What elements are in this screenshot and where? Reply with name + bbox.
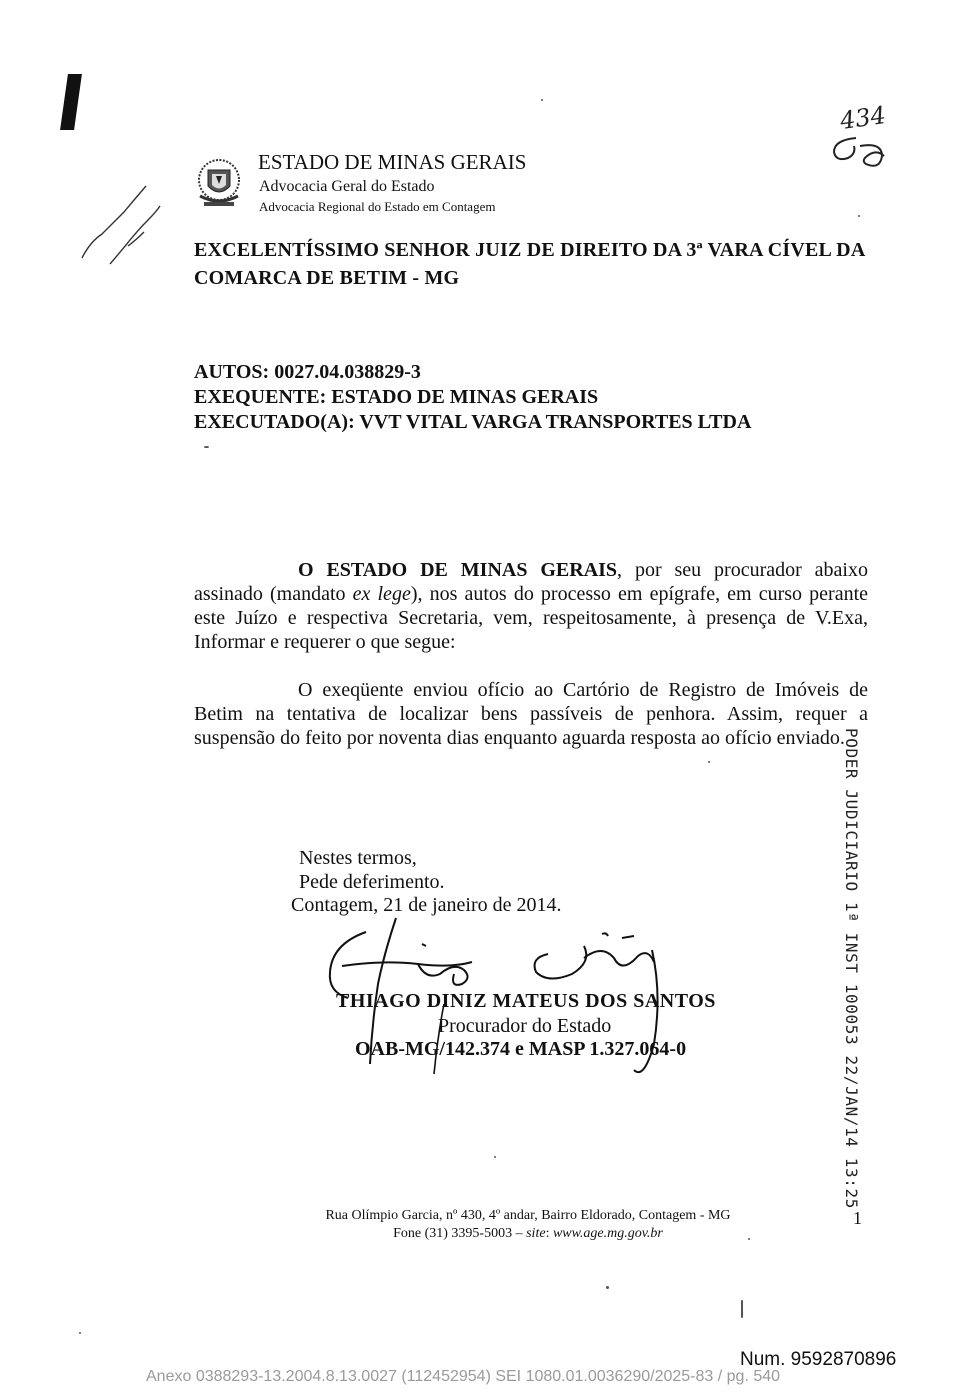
scan-speck xyxy=(708,761,710,763)
scan-speck xyxy=(748,1238,750,1240)
scan-speck xyxy=(204,446,209,448)
scan-speck xyxy=(858,215,860,217)
case-executado: EXECUTADO(A): VVT VITAL VARGA TRANSPORTES LTDA xyxy=(194,411,752,433)
page-number: 1 xyxy=(853,1208,862,1228)
footer-phone: Fone (31) 3395-5003 – xyxy=(393,1226,527,1241)
footer-contact xyxy=(228,1226,828,1242)
closing-line-1: Nestes termos, xyxy=(299,847,417,869)
footer-site-url: www.age.mg.gov.br xyxy=(552,1226,663,1241)
scan-speck xyxy=(79,1332,81,1334)
scan-speck xyxy=(494,1156,496,1158)
header-state: ESTADO DE MINAS GERAIS xyxy=(258,150,527,174)
body-p1-bold: O ESTADO DE MINAS GERAIS xyxy=(298,559,618,581)
footer-site-label: site xyxy=(526,1226,546,1241)
document-number: Num. 9592870896 xyxy=(740,1349,897,1370)
case-exequente: EXEQUENTE: ESTADO DE MINAS GERAIS xyxy=(194,386,599,408)
body-paragraph-1 xyxy=(194,558,868,654)
case-number: AUTOS: 0027.04.038829-3 xyxy=(194,361,421,383)
body-p1-a: , por seu procurador abaixo assinado (mandato xyxy=(194,559,868,605)
footer-address: Rua Olímpio Garcia, nº 430, 4º andar, Bairro Eldorado, Contagem - MG xyxy=(325,1208,731,1223)
closing-line-2: Pede deferimento. xyxy=(299,871,445,893)
closing-date-line: Contagem, 21 de janeiro de 2014. xyxy=(291,894,562,916)
footer-site-separator: : xyxy=(545,1226,553,1241)
signer-registration: OAB-MG/142.374 e MASP 1.327.064-0 xyxy=(355,1038,687,1060)
scan-edge-mark xyxy=(60,74,82,130)
header-regional: Advocacia Regional do Estado em Contagem xyxy=(259,199,496,214)
scan-speck xyxy=(741,1300,743,1318)
signer-title: Procurador do Estado xyxy=(438,1015,612,1037)
protocol-stamp xyxy=(836,728,866,1209)
coat-of-arms-icon xyxy=(194,156,244,212)
scan-speck xyxy=(606,1286,609,1289)
protocol-stamp-text: PODER JUDICIARIO 1ª INST 100053 22/JAN/14 13:25 xyxy=(842,728,861,1209)
body-p1-b: ), nos autos do processo em epígrafe, em curso perante este Juízo e respectiva Secretaria, vem, respeitosamente, à presença de V.Exa, Informar e requerer o que segue: xyxy=(194,583,869,653)
page-stamp-number: 434 xyxy=(838,100,888,136)
header-agency: Advocacia Geral do Estado xyxy=(259,178,435,195)
signer-name: THIAGO DINIZ MATEUS DOS SANTOS xyxy=(336,990,716,1012)
scan-speck xyxy=(541,99,543,101)
addressee: EXCELENTÍSSIMO SENHOR JUIZ DE DIREITO DA 3ª VARA CÍVEL DA COMARCA DE BETIM - MG xyxy=(194,239,865,289)
body-paragraph-2 xyxy=(194,678,868,750)
body-p1-italic: ex lege xyxy=(352,583,411,605)
sei-watermark: Anexo 0388293-13.2004.8.13.0027 (112452954) SEI 1080.01.0036290/2025-83 / pg. 540 xyxy=(146,1368,781,1385)
body-p2-text: O exeqüente enviou ofício ao Cartório de Registro de Imóveis de Betim na tentativa de localizar bens passíveis de penhora. Assim, requer a suspensão do feito por noventa dias enquanto aguarda resposta ao ofício enviado. xyxy=(194,679,868,749)
page-stamp-initials-mark xyxy=(826,126,890,172)
